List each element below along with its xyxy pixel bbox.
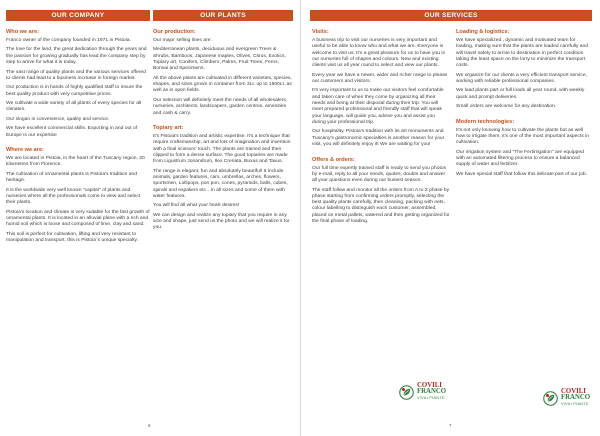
offers-paragraph: The staff follow and monitor all the orders from A to Z phase by phase starting from confirming orders promptly, selecting the best quality plants carefully, then cleaning, packing with nets, colour labelling to distinguish each customer, assembled, placed on metal pallets, watered and then getting organized for the final phase of loading. <box>312 187 450 225</box>
leaf-logo-icon <box>399 385 414 400</box>
logo-line-franco: FRANCO <box>417 388 447 396</box>
modern-paragraph: It's not only knowing how to cultivate the plants but as well how to irrigate them, it's one of the most important aspects in cultivation. <box>456 127 589 146</box>
logo-line-franco: FRANCO <box>561 394 591 402</box>
company-logo-middle <box>399 383 446 402</box>
who-paragraph: We cultivate a wide variety of all plants of every species for all climates. <box>6 101 142 113</box>
who-paragraph: The love for the land, the great dedication through the years and the passion for growing gradually has lead the company step by step to arrive for what it is today. <box>6 47 147 66</box>
right-page <box>301 0 600 436</box>
who-paragraph: Our slogan is convenience, quality and service. <box>6 116 110 122</box>
loading-paragraph: Small orders are welcome for any destination. <box>456 104 557 110</box>
topiary-paragraph: The range is elegant, fun and absolutely beautiful! It include animals, garden features, cars, umbrellas, arches, flowers, sportsmen, Lollipops, pon pon, cones, pyramids, balls, cubes, spirals and espaliers etc…in all sizes and some of them with water features. <box>153 168 288 199</box>
logo-line-tagline: VIVAI PIANTE <box>417 396 445 401</box>
who-paragraph: We have excellent commercial skills. Exporting in and out of Europe is our expertise <box>6 126 138 138</box>
where-paragraph: It is the worldwide very well known "capital" of plants and nurseries where all the professionals come to view and select their plants. <box>6 187 141 206</box>
modern-tech-title: Modern technologies: <box>456 118 515 125</box>
plants-header: OUR PLANTS <box>153 10 293 21</box>
production-paragraph: Mediterranean plants, deciduous and evergreen Trees & Shrubs, Bamboos, Japanese maples, Olives, Citrus, Exotics, Topiary art, Conifers, Climbers, Palms, Fruit Trees, Ferns, Bonsai and Specimens. <box>153 47 286 72</box>
logo-line-tagline: VIVAI PIANTE <box>561 402 589 407</box>
company-logo-corner <box>543 389 590 408</box>
services-header: OUR SERVICES <box>310 10 592 21</box>
visits-paragraph: A business trip to visit our nurseries is very important and useful to be able to know who and what we are. Everyone is welcome to visit us. It's a great pleasure for us to have you in our nurseries full of shapes and colours. New and existing clients visit us all year round to select and view our plants. <box>312 38 446 69</box>
where-we-are-title: Where we are: <box>6 147 44 154</box>
who-paragraph: The vast range of quality plants and the various services offered to clients had lead to a business increase in foreign market. <box>6 69 146 81</box>
where-paragraph: The cultivation of ornamental plants is Pistoia's tradition and heritage. <box>6 171 138 184</box>
loading-paragraph: We organize for our clients a very efficient transport service, working with reliable professional companies. <box>456 72 587 84</box>
who-paragraph: Our production is in hands of highly qualified staff to insure the best quality product with very competitive prices. <box>6 85 143 97</box>
where-paragraph: We are located in Pistoia, in the heart of the Tuscany region, 20 kilometres from Florence. <box>6 156 145 168</box>
where-paragraph: Pistoia's location and climate is very suitable for the fast growth of ornamental plants. It is located in an alluvial plane with a rich and humid soil which is loose and composed of lime, clay and sand. <box>6 209 150 228</box>
visits-paragraph: It's very important to us to make our visitors feel comfortable and taken care of when they come by organizing all their needs and being at their disposal during their trip. You will meet prepared professional and friendly staff that will speak your language, will guide you, advise you and assist you during your professional trip. <box>312 88 444 125</box>
who-paragraph: Franco owner of the company founded in 1971 in Pistoia. <box>6 38 131 43</box>
production-paragraph: Our major selling lines are: <box>153 38 212 43</box>
loading-title: Loading & logistics: <box>456 29 510 35</box>
services-right-column <box>456 29 592 181</box>
plants-column <box>153 10 293 235</box>
visits-paragraph: Our hospitality, Pistoia's tradition with its art monuments and Tuscany's gastronomic specialties is another reason for your visit, you will definitely enjoy it! We are waiting for you! <box>312 129 445 148</box>
services-left-column <box>312 29 450 229</box>
topiary-paragraph: It's Pistoia's tradition and artistic expertise. It's a technique that require craftsmanship, art and lots of imagination and invention with a final scissors' touch. The plants are trained and then clipped to form a dense surface. The good topiaries are made from Ligustrum Jonandrum, Ilex Crenata, Buxus and Taxus. <box>153 134 291 165</box>
leaf-logo-icon <box>543 391 558 406</box>
where-paragraph: This soil is perfect for cultivation, lifting and very resistant to manipulation and transport, this is Pistoia`s unique specialty. <box>6 231 138 244</box>
modern-paragraph: Our irrigation system and "The Fertirrigation" are equipped with an automated filtering process to ensure a balanced supply of water and fertilizer. <box>456 149 584 168</box>
who-we-are-title: Who we are: <box>6 29 39 35</box>
topiary-paragraph: We can design and realize any topiary that you require in any size and shape, just send us the photo and we will realize it for you. <box>153 212 290 231</box>
offers-title: Offers & orders: <box>312 156 355 163</box>
offers-paragraph: Our full time expertly trained staff is ready to send you photos by e-mail, reply to all your needs, quotes, doubts and answer all your questions even during our busiest season. <box>312 165 447 184</box>
logo-line-covili: COVILI <box>417 382 442 389</box>
company-header: OUR COMPANY <box>6 10 150 21</box>
company-column <box>6 10 150 248</box>
production-title: Our production: <box>153 29 196 35</box>
visits-paragraph: Every year we have a newer, wider and richer range to please our customers and visitors. <box>312 72 448 84</box>
production-paragraph: All the above plants are cultivated in different varieties, species, shapes, and sizes grown in container from 3Lt. up to 1500Lt. as well as in open fields. <box>153 75 292 94</box>
services-column <box>310 10 592 29</box>
loading-paragraph: We load plants part or full loads all year round, with weekly quick and prompt deliveries. <box>456 88 585 100</box>
topiary-paragraph: You will find all what your heart desires! <box>153 203 240 209</box>
topiary-title: Topiary art: <box>153 125 184 132</box>
page-number-right: 7 <box>449 423 452 428</box>
modern-paragraph: We have special staff that follow this delicate part of our job. <box>456 171 588 177</box>
loading-paragraph: We have specialized , dynamic and motivated team for loading, making sure that the plants are loaded carefully and will travel safely to arrive to destination in perfect condition taking the least space on the lorry to minimize the transport costs. <box>456 38 589 69</box>
visits-title: Visits: <box>312 29 329 35</box>
logo-line-covili: COVILI <box>561 388 586 395</box>
page-number-left: 6 <box>148 423 151 428</box>
production-paragraph: Our selection will definitely meet the needs of all wholesalers, nurseries, architects, landscapers, garden centres, amenities and cash & carry. <box>153 97 288 116</box>
